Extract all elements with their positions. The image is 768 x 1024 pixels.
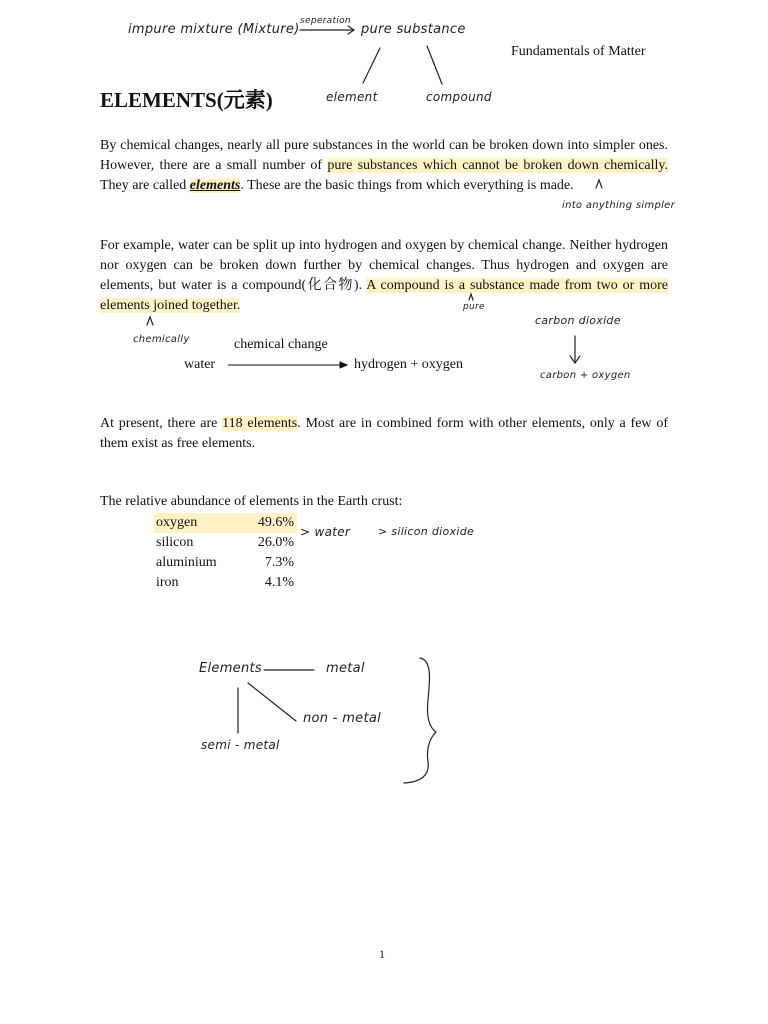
para2-text-1: For example, water can be split up into hydrogen and oxygen by chemical change. Neither hydrogen nor oxygen can be broken down further by chemical changes. Thus hydrogen and oxygen are elements, but water is a compound(化合物). [100,238,668,293]
paragraph-118-elements [100,414,668,454]
reaction-reactant: water [184,357,216,372]
separation-arrow-head [348,26,354,34]
diagram-metal: metal [326,661,365,676]
annotation-pure: pure [463,302,485,312]
abundance-name: aluminium [156,555,217,570]
reaction-arrow-head [340,362,347,368]
para1-text-2: They are called [100,178,190,193]
diagram-elements: Elements [199,661,262,676]
annotation-chemically: chemically [133,334,190,345]
para1-text-3: . These are the basic things from which everything is made. [240,178,574,193]
annotation-compound: compound [426,90,492,104]
co2-arrow-head [570,356,580,363]
paragraph-elements-intro [100,136,668,196]
annotation-greater-silicon-dioxide: > silicon dioxide [378,525,475,538]
reaction-products: hydrogen + oxygen [354,357,463,372]
table-row [153,553,297,573]
annotation-element: element [326,90,378,104]
annotation-greater-water: > water [300,525,351,539]
abundance-value: 26.0% [257,535,294,550]
para2-highlight: A compound is a substance made from two or more elements joined together. [100,278,668,313]
annotation-carbon-dioxide: carbon dioxide [535,314,621,327]
para3-text-2: . Most are in combined form with other elements, only a few of them exist as free elements. [100,416,668,451]
paragraph-compound-example [100,236,668,316]
abundance-caption: The relative abundance of elements in the Earth crust: [100,494,403,509]
para1-highlight: pure substances which cannot be broken down chemically. [327,158,668,173]
curly-brace [404,658,436,783]
abundance-value: 7.3% [264,555,294,570]
branch-to-compound [427,46,442,84]
abundance-table [153,513,297,593]
branch-to-element [363,48,380,83]
annotation-into-anything-simpler: into anything simpler [562,200,676,211]
table-row [153,513,297,533]
diagram-semi-metal: semi - metal [201,738,280,752]
abundance-value: 4.1% [264,575,294,590]
abundance-name: oxygen [153,513,235,533]
abundance-value: 49.6% [235,513,297,533]
diagram-non-metal: non - metal [303,711,382,726]
page-header-title: Fundamentals of Matter [511,44,646,59]
annotation-pure-substance: pure substance [361,22,466,37]
page-number: 1 [379,947,385,961]
para3-text-1: At present, there are [100,416,223,431]
reaction-label: chemical change [234,337,328,352]
annotation-carbon-oxygen: carbon + oxygen [540,370,631,381]
caret-chemically [147,317,153,325]
annotation-arrow-label: seperation [300,16,351,26]
line-to-non-metal [248,683,296,721]
annotation-mixture: impure mixture (Mixture) [128,22,300,37]
page-title: ELEMENTS(元素) [100,88,273,112]
table-row [153,533,297,553]
term-elements: elements [189,178,241,193]
para3-highlight: 118 elements [222,416,298,431]
para1-text-1: By chemical changes, nearly all pure substances in the world can be broken down into simpler ones. However, there are a small number of [100,138,668,173]
table-row [153,573,297,593]
abundance-name: silicon [156,535,194,550]
abundance-name: iron [156,575,179,590]
